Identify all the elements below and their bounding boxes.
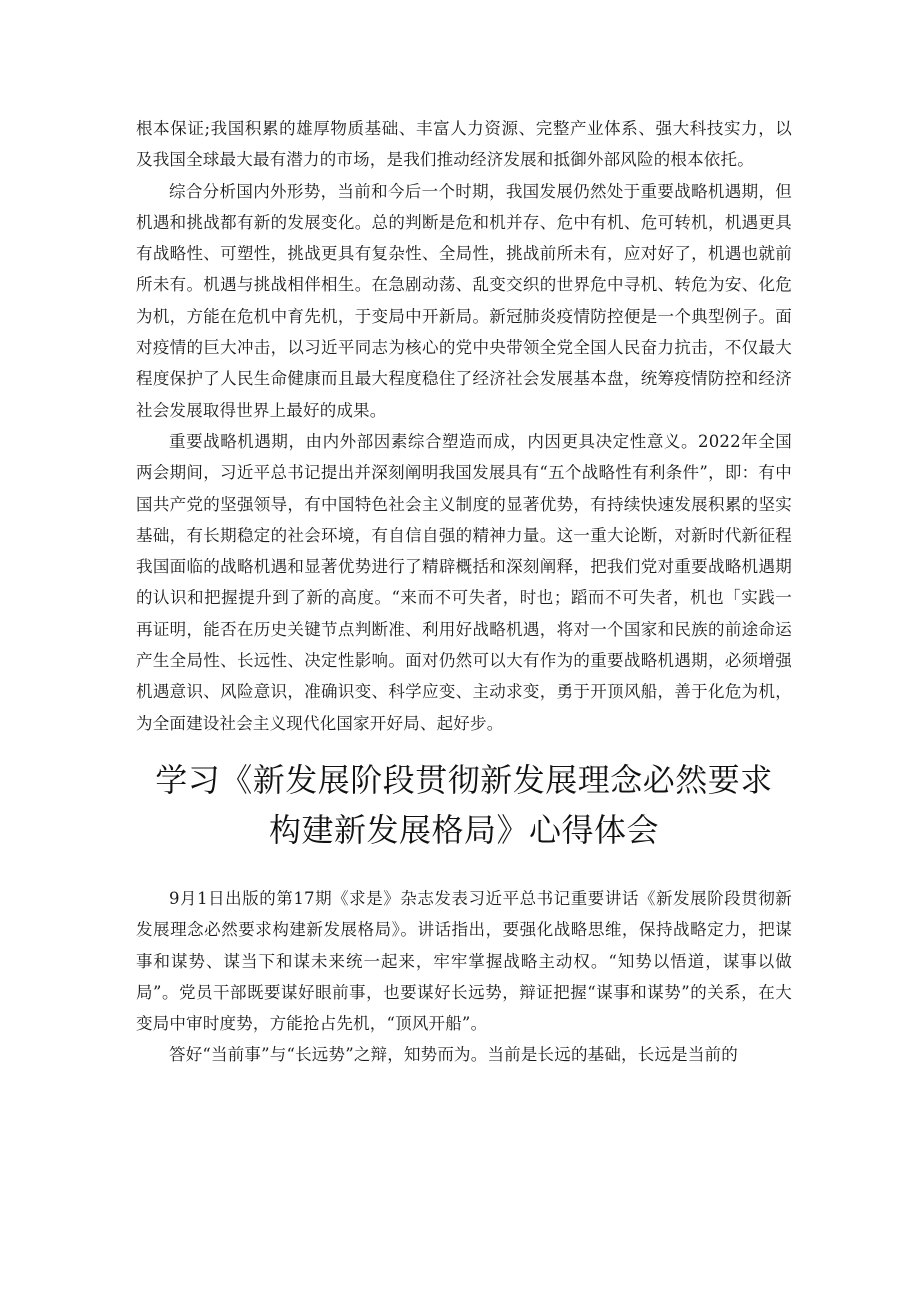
paragraph-3: 重要战略机遇期，由内外部因素综合塑造而成，内因更具决定性意义。2022年全国两会期间，习近平总书记提出并深刻阐明我国发展具有“五个战略性有利条件”，即：有中国共产党的坚强领导，有中国特色社会主义制度的显著优势，有持续快速发展积累的坚实基础，有长期稳定的社会环境，有自信自强的精神力量。这一重大论断，对新时代新征程我国面临的战略机遇和显著优势进行了精辟概括和深刻阐释，把我们党对重要战略机遇期的认识和把握提升到了新的高度。“来而不可失者，时也；蹈而不可失者，机也「实践一再证明，能否在历史关键节点判断准、利用好战略机遇，将对一个国家和民族的前途命运产生全局性、长远性、决定性影响。面对仍然可以大有作为的重要战略机遇期，必须增强机遇意识、风险意识，准确识变、科学应变、主动求变，勇于开顶风船，善于化危为机，为全面建设社会主义现代化国家开好局、起好步。: [136, 431, 792, 733]
paragraph-1: 根本保证;我国积累的雄厚物质基础、丰富人力资源、完整产业体系、强大科技实力，以及我国全球最大最有潜力的市场，是我们推动经济发展和抵御外部风险的根本依托。: [136, 119, 792, 170]
article-title: [136, 755, 792, 855]
paragraph-4: 9月1日出版的第17期《求是》杂志发表习近平总书记重要讲话《新发展阶段贯彻新发展理念必然要求构建新发展格局》。讲话指出，要强化战略思维，保持战略定力，把谋事和谋势、谋当下和谋未来统一起来，牢牢掌握战略主动权。“知势以悟道，谋事以做局”。党员干部既要谋好眼前事，也要谋好长远势，辩证把握“谋事和谋势”的关系，在大变局中审时度势，方能抢占先机，“顶风开船”。: [136, 888, 792, 1034]
article-title-line-1: 学习《新发展阶段贯彻新发展理念必然要求: [155, 760, 773, 799]
document-body: [136, 113, 792, 1071]
paragraph-5: 答好“当前事”与“长远势”之辩，知势而为。当前是长远的基础，长远是当前的: [169, 1045, 738, 1065]
paragraph-2: 综合分析国内外形势，当前和今后一个时期，我国发展仍然处于重要战略机遇期，但机遇和挑战都有新的发展变化。总的判断是危和机并存、危中有机、危可转机，机遇更具有战略性、可塑性，挑战更具有复杂性、全局性，挑战前所未有，应对好了，机遇也就前所未有。机遇与挑战相伴相生。在急剧动荡、乱变交织的世界危中寻机、转危为安、化危为机，方能在危机中育先机，于变局中开新局。新冠肺炎疫情防控便是一个典型例子。面对疫情的巨大冲击，以习近平同志为核心的党中央带领全党全国人民奋力抗击，不仅最大程度保护了人民生命健康而且最大程度稳住了经济社会发展基本盘，统筹疫情防控和经济社会发展取得世界上最好的成果。: [136, 181, 792, 420]
article-title-line-2: 构建新发展格局》心得体会: [268, 810, 659, 849]
article-section: [136, 883, 792, 1071]
